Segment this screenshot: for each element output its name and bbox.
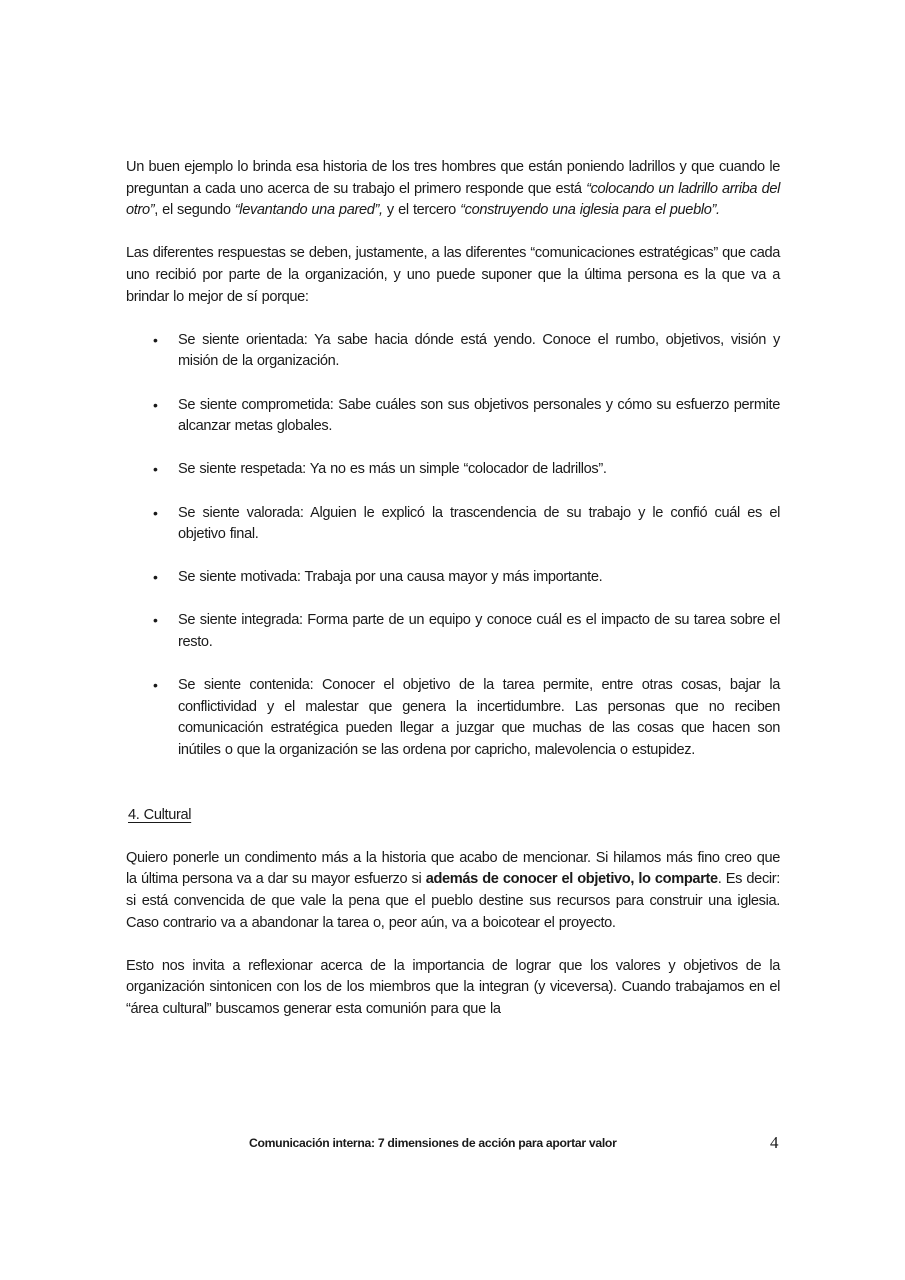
quote-third: “construyendo una iglesia para el pueblo”.	[460, 202, 720, 219]
list-item	[126, 503, 780, 546]
list-item	[126, 567, 780, 589]
list-item-text: Se siente respetada: Ya no es más un simple “colocador de ladrillos”.	[178, 461, 607, 478]
list-item-text: Se siente comprometida: Sabe cuáles son sus objetivos personales y cómo su esfuerzo permite alcanzar metas globales.	[178, 396, 780, 435]
text: . Es decir: si está convencida de que vale la pena que el pueblo destine sus recursos para construir una iglesia. Caso contrario va a abandonar la tarea o, peor aún, va a boicotear el proyecto.	[126, 871, 780, 931]
text: , el segundo	[154, 202, 235, 219]
paragraph-reflection: Esto nos invita a reflexionar acerca de la importancia de lograr que los valores y objetivos de la organización sintonicen con los de los miembros que la integran (y viceversa). Cuando trabajamos en el “área cultural” buscamos generar esta comunión para que la	[126, 957, 780, 1017]
list-item	[126, 330, 780, 373]
footer-title: Comunicación interna: 7 dimensiones de acción para aportar valor	[249, 1136, 617, 1150]
text: y el tercero	[382, 202, 461, 219]
list-item-text: Se siente integrada: Forma parte de un equipo y conoce cuál es el impacto de su tarea sobre el resto.	[178, 612, 780, 651]
page-body	[126, 157, 780, 1021]
list-item	[126, 459, 780, 481]
bullet-icon: •	[153, 461, 158, 478]
paragraph-condiment	[126, 848, 780, 934]
section-heading	[126, 805, 780, 827]
bullet-icon: •	[153, 569, 158, 586]
section-heading-text: 4. Cultural	[128, 806, 192, 823]
bullet-list	[126, 330, 780, 762]
list-item	[126, 395, 780, 438]
list-item-text: Se siente motivada: Trabaja por una causa mayor y más importante.	[178, 569, 603, 586]
paragraph-different-answers: Las diferentes respuestas se deben, justamente, a las diferentes “comunicaciones estratégicas” que cada uno recibió por parte de la organización, y uno puede suponer que la última persona es la que va a brindar lo mejor de sí porque:	[126, 245, 780, 305]
list-item-text: Se siente valorada: Alguien le explicó la trascendencia de su trabajo y le confió cuál es el objetivo final.	[178, 504, 780, 543]
bullet-icon: •	[153, 612, 158, 629]
quote-first: “colocando un ladrillo arriba del otro”	[126, 180, 780, 219]
list-item	[126, 610, 780, 653]
bullet-icon: •	[153, 396, 158, 413]
text: Un buen ejemplo lo brinda esa historia de los tres hombres que están poniendo ladrillos y que cuando le preguntan a cada uno acerca de su trabajo el primero responde que está	[126, 159, 780, 197]
text: Quiero ponerle un condimento más a la historia que acabo de mencionar. Si hilamos más fino creo que la última persona va a dar su mayor esfuerzo si	[126, 849, 780, 888]
paragraph-bricklayers-story	[126, 157, 780, 222]
page-number: 4	[770, 1133, 779, 1152]
quote-second: “levantando una pared”,	[234, 202, 383, 219]
bullet-icon: •	[153, 331, 158, 348]
bold-emphasis: además de conocer el objetivo, lo comparte	[425, 871, 718, 888]
list-item	[126, 675, 780, 761]
bullet-icon: •	[153, 504, 158, 521]
list-item-text: Se siente orientada: Ya sabe hacia dónde está yendo. Conoce el rumbo, objetivos, visión y misión de la organización.	[178, 331, 780, 370]
bullet-icon: •	[153, 677, 158, 694]
list-item-text: Se siente contenida: Conocer el objetivo de la tarea permite, entre otras cosas, bajar la conflictividad y el malestar que genera la incertidumbre. Las personas que no reciben comunicación estratégica pueden llegar a juzgar que muchas de las cosas que hacen son inútiles o que la organización se las ordena por capricho, malevolencia o estupidez.	[178, 677, 780, 759]
